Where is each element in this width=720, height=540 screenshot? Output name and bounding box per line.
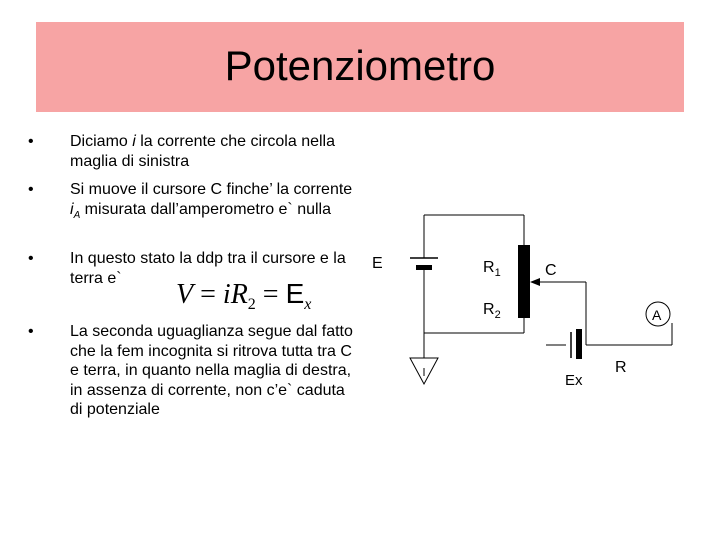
label-c: C xyxy=(545,262,557,279)
bullet-item-3: • In questo stato la ddp tra il cursore e la terra e` xyxy=(28,250,346,287)
page-title: Potenziometro xyxy=(224,42,496,89)
bullet-item-1: • Diciamo i la corrente che circola nella maglia di sinistra xyxy=(28,133,336,170)
formula: $V = iR_2 = E_x$ xyxy=(176,278,312,313)
label-e: E xyxy=(372,255,383,272)
bullet-dot-icon: • xyxy=(28,133,34,150)
bullet-dot-icon: • xyxy=(28,323,34,340)
label-a: A xyxy=(652,307,662,323)
label-r2: $R_2$ xyxy=(483,301,501,321)
cursor-arrow-icon xyxy=(530,278,540,286)
bullet-item-4: • La seconda uguaglianza segue dal fatto che la fem incognita si ritrova tutta tra C e terra, in quanto nella maglia di destra, in assenza di corrente, non c’e` caduta di potenziale xyxy=(28,323,353,418)
label-r: R xyxy=(615,359,627,376)
bullet-dot-icon: • xyxy=(28,181,34,198)
label-r1: $R_1$ xyxy=(483,259,501,279)
resistor-potentiometer xyxy=(518,245,530,318)
bullet-item-2: • Si muove il cursore C finche’ la corrente $i_A$ misurata dall’amperometro e` nulla xyxy=(28,181,353,221)
battery-e-short-plate xyxy=(416,265,432,270)
battery-ex-short-plate xyxy=(576,329,582,359)
label-ex: Ex xyxy=(565,372,583,389)
bullet-dot-icon: • xyxy=(28,250,34,267)
